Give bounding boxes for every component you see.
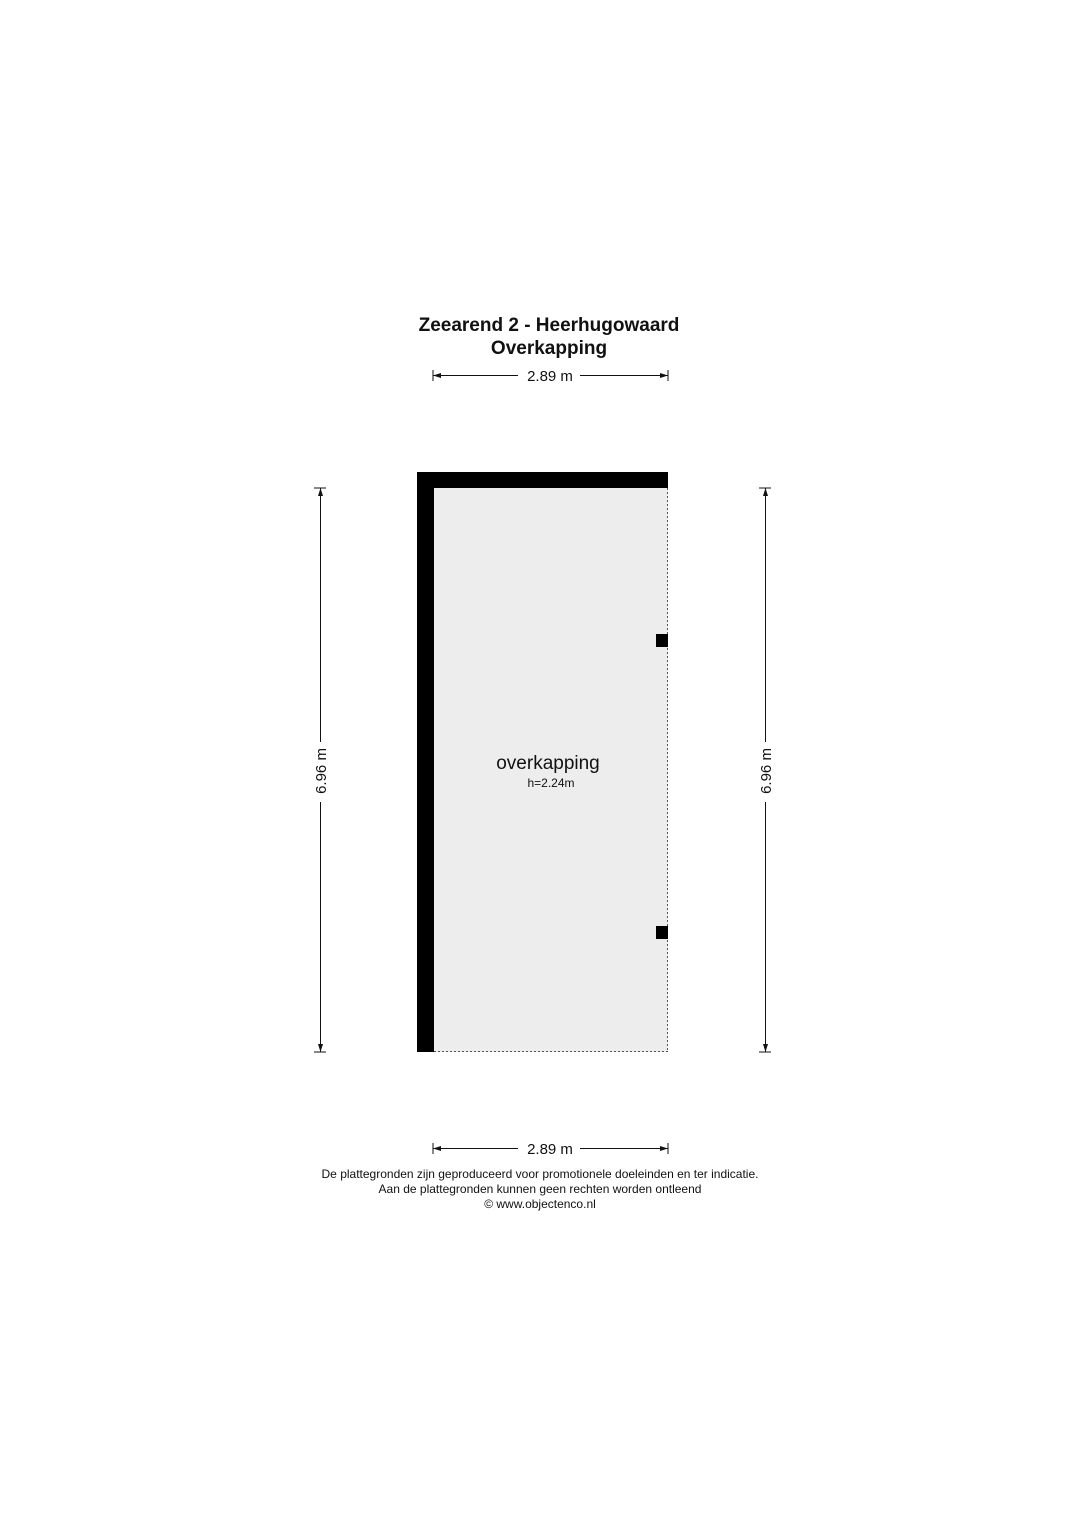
copyright-line: © www.objectenco.nl bbox=[484, 1197, 596, 1211]
top-width-label: 2.89 m bbox=[527, 368, 573, 385]
left-height-dimension bbox=[313, 488, 330, 1052]
post-lower bbox=[656, 926, 668, 939]
bottom-width-label: 2.89 m bbox=[527, 1141, 573, 1158]
plan-title: Zeearend 2 - Heerhugowaard bbox=[418, 315, 680, 336]
wall-left bbox=[417, 472, 434, 1052]
left-height-label: 6.96 m bbox=[313, 748, 330, 794]
disclaimer-line-1: De plattegronden zijn geproduceerd voor promotionele doeleinden en ter indicatie. bbox=[321, 1167, 759, 1181]
room-height: h=2.24m bbox=[527, 776, 575, 790]
top-width-dimension bbox=[433, 368, 668, 385]
disclaimer-line-2: Aan de plattegronden kunnen geen rechten worden ontleend bbox=[378, 1182, 702, 1196]
right-height-dimension bbox=[758, 488, 775, 1052]
post-upper bbox=[656, 634, 668, 647]
bottom-width-dimension bbox=[433, 1141, 668, 1158]
plan-subtitle: Overkapping bbox=[490, 338, 608, 359]
room-name: overkapping bbox=[496, 753, 600, 774]
right-height-label: 6.96 m bbox=[758, 748, 775, 794]
wall-top bbox=[417, 472, 668, 488]
